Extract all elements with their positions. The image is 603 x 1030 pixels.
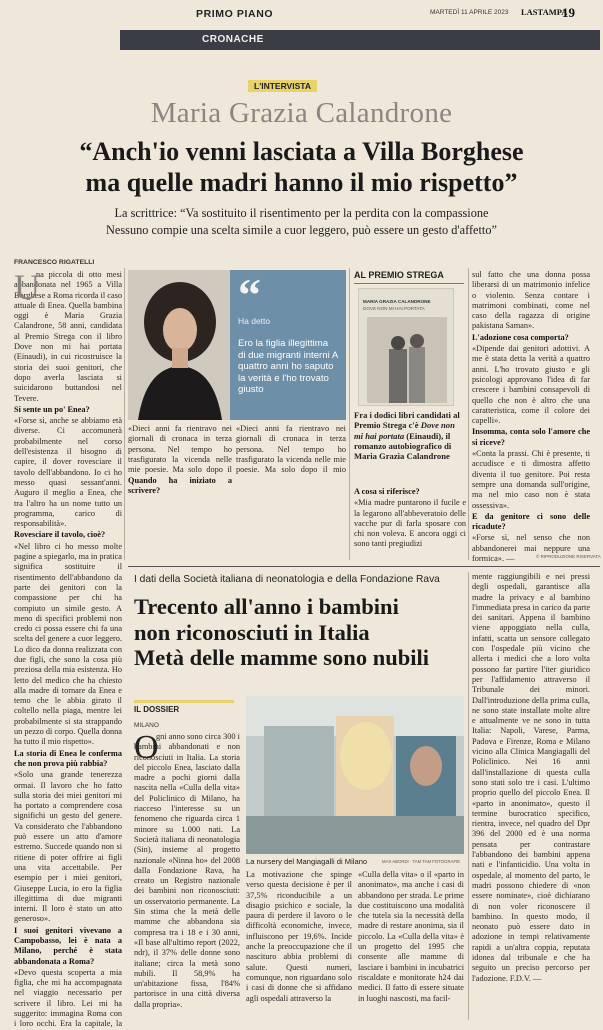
answer: «Dieci anni fa rientravo nei giornali di cronaca in terza persona. Nel tempo ho trasfigurato la vicenda nelle mie poesie. Ma solo dopo il: [128, 424, 232, 475]
quote-mark: “: [238, 269, 261, 320]
question: La storia di Enea le conferma che non prova più rabbia?: [14, 748, 122, 768]
question: L'adozione cosa comporta?: [472, 332, 569, 342]
question: Insomma, conta solo l'amore che si riceve?: [472, 427, 590, 447]
column-divider: [124, 268, 125, 560]
book-author: MARIA GRAZIA CALANDRONE: [363, 299, 431, 304]
book-cover-photo: [359, 289, 455, 407]
strega-caption-title: Dove non mi hai portata: [354, 420, 455, 441]
answer: «Forse sì, anche se abbiamo età diverse. Ci accomunerà probabilmente nel corso dell'esistenza il bisogno di capire, il dover rovesciare il tavolo dell'abbandono. Io ci ho messo quasi sessant'anni. Auguro il meglio a Enea, che tra l'altro ha un nome tutto un programma, carico di responsabilità».: [14, 416, 122, 529]
dossier-kicker: I dati della Società italiana di neonatologia e della Fondazione Rava: [134, 574, 440, 585]
question: Quando ha iniziato a scrivere?: [128, 476, 232, 496]
standfirst: [0, 205, 603, 239]
dossier-text: La motivazione che spinge verso questa decisione è per il 37,5% riconducibile a un disagio psichico e sociale, la paura di perdere il lavoro o le difficoltà economiche, invece, influiscono per 19,6%. Incide anche la preoccupazione che il nascituro abbia problemi di salute. Questi numeri, comunque, non riguardano solo i casi di donne che si affidano agli ospedali attraverso la: [246, 870, 352, 1003]
page-number: 19: [562, 5, 575, 20]
masthead: [0, 0, 603, 28]
nursery-photo: [246, 696, 464, 854]
section-band: [120, 30, 600, 50]
copyright-note: © RIPRODUZIONE RISERVATA: [536, 554, 601, 559]
dossier-column-4: [472, 572, 590, 985]
question: Rovesciare il tavolo, cioè?: [14, 530, 106, 540]
column-divider: [349, 268, 350, 560]
drop-cap: U: [14, 267, 40, 307]
strega-caption-1: Fra i dodici libri candidati al Premio Strega c'è: [354, 410, 460, 431]
dossier-headline-3: Metà delle mamme sono nubili: [134, 645, 429, 670]
standfirst-line-2: Nessuno compie una scelta simile a cuor leggero, può essere un gesto d'affetto”: [106, 223, 497, 237]
interview-column-3: [128, 424, 232, 498]
section-name: PRIMO PIANO: [196, 8, 274, 20]
answer: «Devo questa scoperta a mia figlia, che mi ha accompagnata nel viaggio necessario per scrivere il libro. Lei mi ha suggerito: immagina Roma con i loro occhi. Era la capitale, la: [14, 967, 122, 1029]
photo-credit: MAX ABORDI · TAM TAM FOTOGRAFIE: [382, 859, 461, 864]
photo-caption: La nursery del Mangiagalli di Milano: [246, 857, 368, 866]
standfirst-line-1: La scrittrice: “Va sostituito il risentimento per la perdita con la compassione: [114, 206, 489, 220]
dossier-text: «Culla della vita» o il «parto in anonimato», ma anche i casi di abbandono per strada. Le prime due costituiscono una modalità che tutela sia la necessità della madre di restare anonima, sia il piccolo. La «Culla della vita» è un progetto del 1995 che consente alle mamme di lasciare i bambini in incubatrici riscaldate e monitorate h24 dai medici. Il fatto di essere situate in luoghi nascosti, ma facil-: [358, 870, 464, 1003]
dossier-headline-1: Trecento all'anno i bambini: [134, 594, 399, 619]
headline-line-1: “Anch'io venni lasciata a Villa Borghese: [79, 137, 524, 166]
question: I suoi genitori vivevano a Campobasso, lei è nata a Milano, perché è stata abbandonata a Roma?: [14, 925, 122, 966]
answer: «Conta la prassi. Chi è presente, ti accudisce e ti dimostra affetto diventa il tuo genitore. Poi resta sempre una domanda sull'origine, ma nel mio caso non è stata ossessiva».: [472, 449, 590, 510]
byline: FRANCESCO RIGATELLI: [14, 259, 95, 266]
strega-caption-2: (Einaudi), il romanzo autobiografico di Maria Grazia Calandrone: [354, 430, 452, 462]
nursery-illustration: [246, 696, 464, 854]
answer: sul fatto che una donna possa liberarsi di un matrimonio infelice o violento. Senza contare i matrimoni combinati, come nel caso della ragazza di origine pakistana Saman».: [472, 270, 590, 331]
answer: «Mia madre puntarono il fucile e la legarono all'abbeveratoio delle vacche pur di farla sposare con chi non voleva. E ancora oggi ci sono tanti pregiudizi: [354, 498, 466, 549]
question: E da genitore ci sono delle ricadute?: [472, 511, 590, 532]
book-title: DOVE NON MI HAI PORTATA: [363, 306, 425, 311]
interview-column-4: [236, 424, 346, 476]
interviewee-name: Maria Grazia Calandrone: [150, 97, 453, 129]
interview-kicker-text: L'INTERVISTA: [254, 81, 311, 91]
question: Si sente un po' Enea?: [14, 404, 90, 414]
quote-box: [230, 270, 346, 420]
headline: [0, 136, 603, 198]
interview-column-6: [472, 270, 590, 565]
intro-paragraph: na piccola di otto mesi abbandonata nel 1965 a Villa Borghese a Roma ricorda il caso attuale di Enea. Quella bambina oggi è Maria Grazia Calandrone, 58 anni, candidata al Premio Strega con il libro Dove non mi hai portata (Einaudi), in cui ricostruisce la storia dei suoi genitori, che dopo averla lasciata si suicidarono buttandosi nel Tevere.: [14, 270, 122, 403]
dateline: MILANO: [134, 722, 159, 729]
dossier-headline-2: non riconosciuti in Italia: [134, 619, 370, 645]
dossier-column-1: [134, 732, 240, 1011]
dossier-column-3: [358, 870, 464, 1005]
quote-label: Ha detto: [238, 316, 271, 326]
quote-text: Ero la figlia illegittima di due migranti interni A quattro anni ho saputo la verità e l'ho trovato giusto: [238, 338, 338, 395]
answer: «Dieci anni fa rientravo nei giornali di cronaca in terza persona. Nel tempo ho trasfigurato la vicenda nelle mie poesie. Ma solo dopo il mio: [236, 424, 346, 475]
interview-column-5: [354, 487, 466, 551]
strega-label: AL PREMIO STREGA: [354, 270, 464, 284]
interview-kicker: [248, 80, 317, 92]
section-divider: [128, 566, 600, 567]
issue-date: MARTEDÌ 11 APRILE 2023: [430, 9, 509, 16]
dossier-column-2: [246, 870, 352, 1005]
answer: «Nel libro ci ho messo molte pagine a spiegarlo, ma in pratica significa sostituire il risentimento dell'abbandono da parte dei genitori con la compassione per chi ha compiuto un simile gesto. A meno di specifici problemi non credo ci possa essere chi fa una scelta del genere a cuor leggero. Lo dico da donna realizzata con due figli, che sono la cosa più preziosa della mia esistenza. Ho letto del medico che ha chiesto alla madre di tornare da Enea e temo che le abbia girato il coltello nella piaga, mentre lei probabilmente si sta strappando un pezzo di corpo. Quella donna ha tutto il mio rispetto».: [14, 541, 122, 747]
dossier-text: mente raggiungibili e nei pressi degli ospedali, garantisce alla madre la privacy e al bambino l'immediata presa in carico da parte dei sanitari. Appena il bambino viene appoggiato nella culla, infatti, scatta un sensore collegato con l'ospedale più vicino che allerta i medici che a loro volta possono far partire l'iter giuridico per l'affidamento attraverso il Tribunale dei minori. Dall'introduzione della prima culla, ne sono state installate molte altre e attualmente ve ne sono in tutta Italia: Napoli, Varese, Parma, Padova e Firenze, Roma e Milano vicino alla Clinica Mangiagalli del Policlinico. Nei 16 anni dall'installazione di questa culla sono stati solo tre i casi. L'ultimo proprio quello del piccolo Enea. Il «parto in anonimato», questo il termine burocratico specifico, rientra, invece, nel quadro del Dpr 396 del 2000 ed è una norma pensata per contrastare l'abbandono dei bambini appena nati e l'infanticidio. Una volta in ospedale, al momento del parto, le madri possono chiedere di «non essere nominate», cioè dichiarano di non voler riconoscere il bambino. In questo modo, il neonato può essere dato in adozione in tempi relativamente rapidi a un'altra coppia, reputata idonea dal tribunale e che ha seguito un preciso percorso per l'adozione. F.D.V. —: [472, 572, 590, 983]
portrait-illustration: [128, 270, 230, 420]
answer: «Solo una grande tenerezza ormai. Il lavoro che ho fatto sulla storia dei miei genitori mi ha portato a comprendere cosa significhi un gesto del genere. Va considerato che l'abbandono può essere un atto d'amore estremo. Succede quando non si ritiene di poter offrire ai figli una vita accettabile. Per esempio per i miei genitori, Giuseppe Lucia, io ero la figlia illegittima di due migranti interni. Il loro è stato un atto generoso».: [14, 770, 122, 924]
book-cover: [358, 288, 454, 406]
dossier-headline: [134, 594, 429, 671]
portrait-photo: [128, 270, 230, 420]
interview-column-1: [14, 267, 122, 1030]
paper-logo: LASTAMPA: [521, 7, 568, 17]
answer: «Forse sì, nel senso che non abbandonerei mai neppure una formica». —: [472, 533, 590, 564]
dossier-label: IL DOSSIER: [134, 700, 234, 714]
column-divider: [468, 268, 469, 560]
question: A cosa si riferisce?: [354, 487, 420, 496]
drop-cap: O: [134, 732, 159, 766]
answer: «Dipende dai genitori adottivi. A me è stata detta la verità a quattro anni. L'ho trovato giusto e gli psicologi approvano l'idea di far crescere i bambini consapevoli di quello che non è altro che una caratteristica, come il colore dei capelli».: [472, 344, 590, 426]
column-divider: [468, 572, 469, 1020]
section-band-label: CRONACHE: [202, 34, 264, 45]
dossier-text: gni anno sono circa 300 i bambini abbandonati e non riconosciuti in Italia. La storia del piccolo Enea, lasciato dalla madre a pochi giorni dalla nascita nella «Culla della vita» del Policlinico di Milano, ha riacceso l'interesse su un fenomeno che riguarda circa 1 minore su 1.000 nati. La Società italiana di neonatologia (Sin), insieme al progetto nazionale «Ninna ho» del 2008 dalla Fondazione Rava, ha creato un Registro nazionale dei bambini non riconosciuti: un osservatorio permanente. La Sin stima che la metà delle mamme che abbandona sia compresa tra i 18 e i 30 anni, «Il base all'ultimo report (2022, ndr), il 37% delle donne sono italiane; circa la metà sono nubili. Il 58,9% ha un'abitazione fissa, l'84% partorisce in una città diversa dalla propria».: [134, 732, 240, 1009]
strega-caption: [354, 410, 466, 461]
headline-line-2: ma quelle madri hanno il mio rispetto”: [85, 168, 518, 197]
